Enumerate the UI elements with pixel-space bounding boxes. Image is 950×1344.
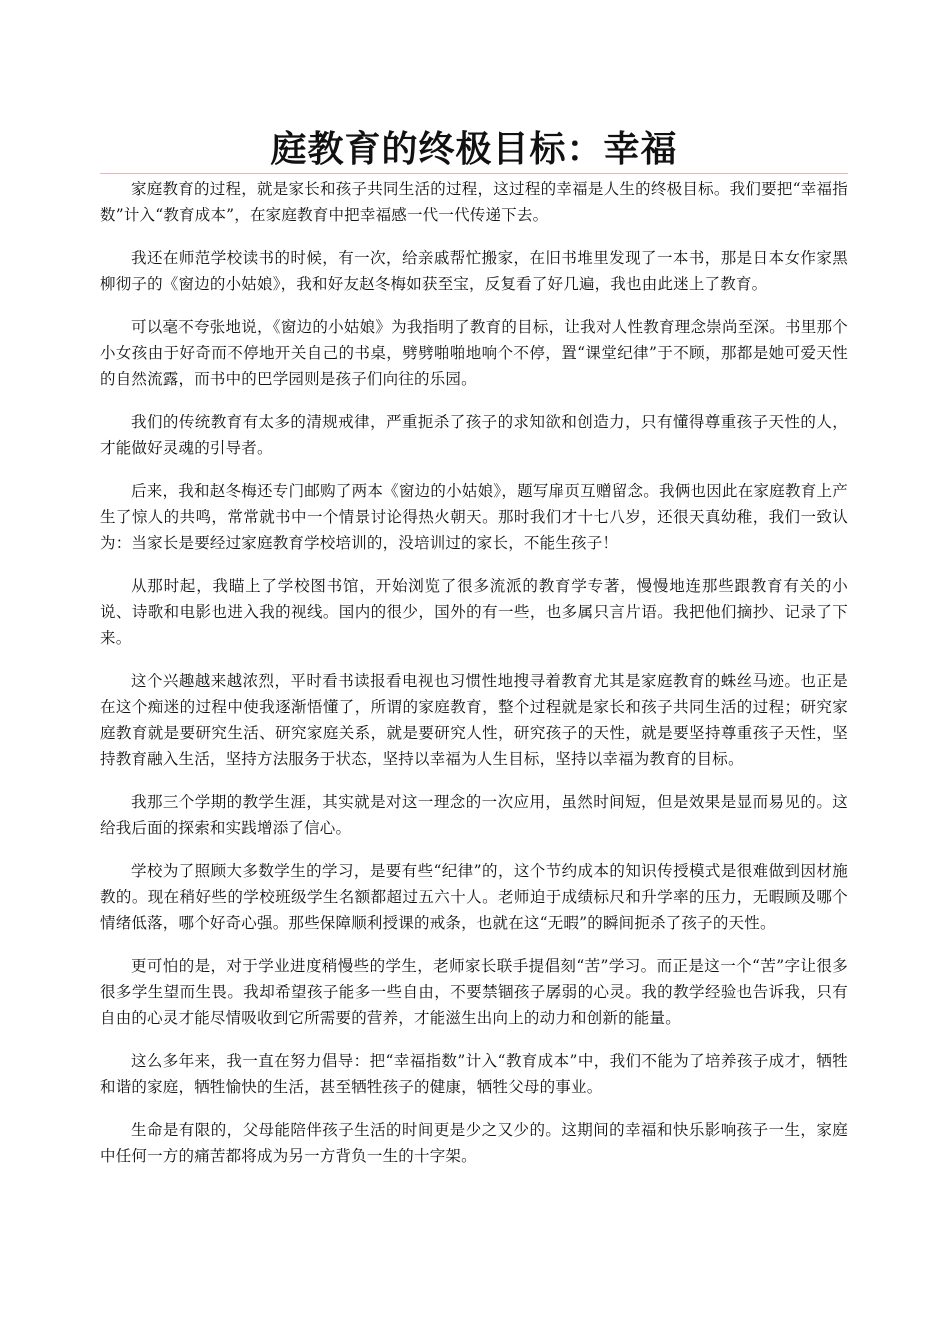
paragraph: 后来，我和赵冬梅还专门邮购了两本《窗边的小姑娘》，题写扉页互赠留念。我俩也因此在家庭教育上产生了惊人的共鸣，常常就书中一个情景讨论得热火朝天。那时我们才十七八岁，还很天真幼稚，我们一致认为：当家长是要经过家庭教育学校培训的，没培训过的家长，不能生孩子！ xyxy=(100,482,848,552)
paragraph: 我们的传统教育有太多的清规戒律，严重扼杀了孩子的求知欲和创造力，只有懂得尊重孩子天性的人，才能做好灵魂的引导者。 xyxy=(100,413,848,457)
paragraph: 更可怕的是，对于学业进度稍慢些的学生，老师家长联手提倡刻“苦”学习。而正是这一个“苦”字让很多很多学生望而生畏。我却希望孩子能多一些自由，不要禁锢孩子孱弱的心灵。我的教学经验也告诉我，只有自由的心灵才能尽情吸收到它所需要的营养，才能滋生出向上的动力和创新的能量。 xyxy=(100,957,848,1027)
page-title: 庭教育的终极目标：幸福 xyxy=(270,128,678,170)
title-divider xyxy=(100,173,848,174)
paragraph: 家庭教育的过程，就是家长和孩子共同生活的过程，这过程的幸福是人生的终极目标。我们要把“幸福指数”计入“教育成本”，在家庭教育中把幸福感一代一代传递下去。 xyxy=(100,180,848,224)
article-body xyxy=(100,176,848,1186)
paragraph: 从那时起，我瞄上了学校图书馆，开始浏览了很多流派的教育学专著，慢慢地连那些跟教育有关的小说、诗歌和电影也进入我的视线。国内的很少，国外的有一些，也多属只言片语。我把他们摘抄、记录了下来。 xyxy=(100,577,848,647)
paragraph: 这个兴趣越来越浓烈，平时看书读报看电视也习惯性地搜寻着教育尤其是家庭教育的蛛丝马迹。也正是在这个痴迷的过程中使我逐渐悟懂了，所谓的家庭教育，整个过程就是家长和孩子共同生活的过程；研究家庭教育就是要研究生活、研究家庭关系，就是要研究人性，研究孩子的天性，就是要坚持尊重孩子天性，坚持教育融入生活，坚持方法服务于状态，坚持以幸福为人生目标，坚持以幸福为教育的目标。 xyxy=(100,672,848,768)
paragraph: 我那三个学期的教学生涯，其实就是对这一理念的一次应用，虽然时间短，但是效果是显而易见的。这给我后面的探索和实践增添了信心。 xyxy=(100,793,848,837)
paragraph: 这么多年来，我一直在努力倡导：把“幸福指数”计入“教育成本”中，我们不能为了培养孩子成才，牺牲和谐的家庭，牺牲愉快的生活，甚至牺牲孩子的健康，牺牲父母的事业。 xyxy=(100,1052,848,1096)
paragraph: 学校为了照顾大多数学生的学习，是要有些“纪律”的，这个节约成本的知识传授模式是很难做到因材施教的。现在稍好些的学校班级学生名额都超过五六十人。老师迫于成绩标尺和升学率的压力，无暇顾及哪个情绪低落，哪个好奇心强。那些保障顺利授课的戒条，也就在这“无暇”的瞬间扼杀了孩子的天性。 xyxy=(100,862,848,932)
paragraph: 可以毫不夸张地说，《窗边的小姑娘》为我指明了教育的目标，让我对人性教育理念崇尚至深。书里那个小女孩由于好奇而不停地开关自己的书桌，劈劈啪啪地响个不停，置“课堂纪律”于不顾，那都是她可爱天性的自然流露，而书中的巴学园则是孩子们向往的乐园。 xyxy=(100,318,848,388)
paragraph: 生命是有限的，父母能陪伴孩子生活的时间更是少之又少的。这期间的幸福和快乐影响孩子一生，家庭中任何一方的痛苦都将成为另一方背负一生的十字架。 xyxy=(100,1121,848,1165)
paragraph: 我还在师范学校读书的时候，有一次，给亲戚帮忙搬家，在旧书堆里发现了一本书，那是日本女作家黑柳彻子的《窗边的小姑娘》，我和好友赵冬梅如获至宝，反复看了好几遍，我也由此迷上了教育。 xyxy=(100,249,848,293)
